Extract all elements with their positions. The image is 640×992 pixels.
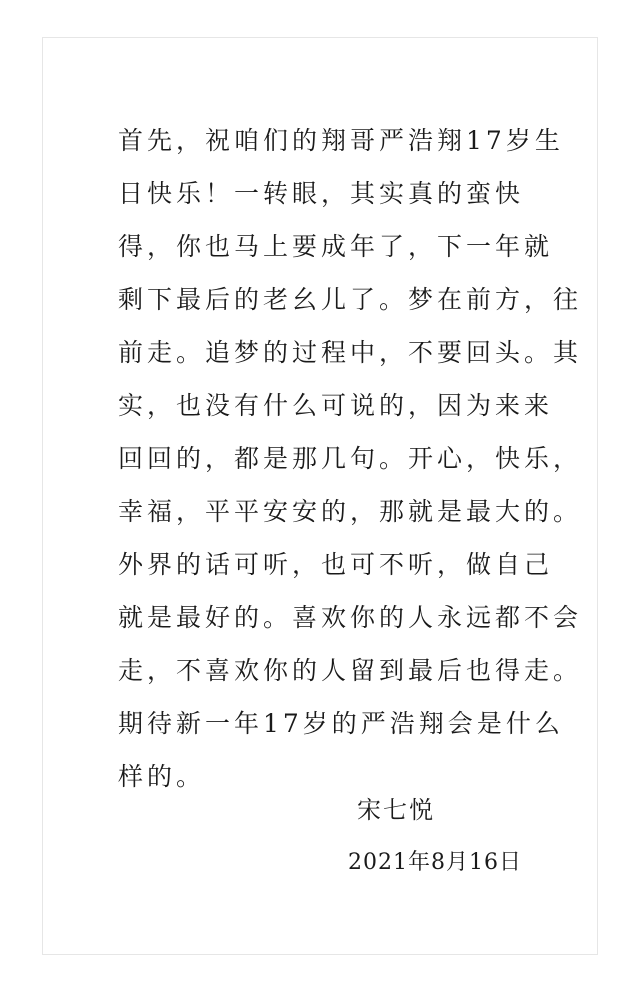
letter-body [118, 114, 583, 803]
letter-line: 剩下最后的老幺儿了。梦在前方，往 [118, 285, 583, 314]
letter-line: 回回的，都是那几句。开心，快乐， [118, 444, 583, 473]
letter-line: 幸福，平平安安的，那就是最大的。 [118, 497, 583, 526]
letter-line: 期待新一年17岁的严浩翔会是什么 [118, 709, 564, 738]
letter-line: 实，也没有什么可说的，因为来来 [118, 391, 554, 420]
letter-line: 外界的话可听，也可不听，做自己 [118, 550, 554, 579]
letter-line: 样的。 [118, 762, 206, 791]
letter-line: 走，不喜欢你的人留到最后也得走。 [118, 656, 583, 685]
letter-line: 首先，祝咱们的翔哥严浩翔17岁生 [118, 126, 564, 155]
letter-date: 2021年8月16日 [348, 850, 522, 875]
signature: 宋七悦 [357, 796, 435, 824]
letter-line: 得，你也马上要成年了，下一年就 [118, 232, 554, 261]
letter-line: 日快乐！一转眼，其实真的蛮快 [118, 179, 525, 208]
letter-line: 前走。追梦的过程中，不要回头。其 [118, 338, 583, 367]
letter-line: 就是最好的。喜欢你的人永远都不会 [118, 603, 583, 632]
